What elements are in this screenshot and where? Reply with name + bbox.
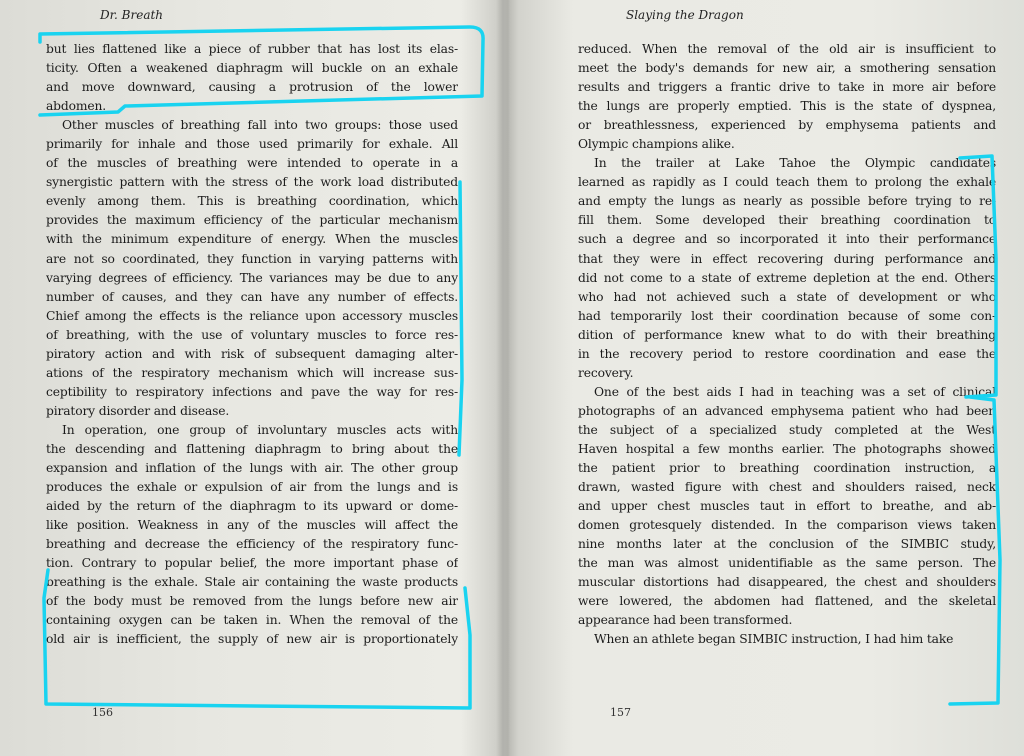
right-text-line: that they were in effect recovering during performance and [578, 251, 996, 266]
left-text-line: of the muscles of breathing were intended to operate in a [46, 156, 458, 171]
left-body-text [46, 40, 458, 650]
left-text-line: breathing is the exhale. Stale air containing the waste products [46, 575, 458, 590]
left-text-line: of the body must be removed from the lungs before new air [46, 594, 458, 609]
right-text-line: and upper chest muscles taut in effort to breathe, and ab- [578, 499, 996, 514]
right-text-line: fill them. Some developed their breathing coordination to [578, 213, 996, 228]
left-text-line: produces the exhale or expulsion of air from the lungs and is [46, 480, 458, 495]
left-text-line: are not so coordinated, they function in varying patterns with [46, 251, 458, 266]
left-text-line: but lies flattened like a piece of rubber that has lost its elas- [46, 42, 458, 56]
left-text-line: expansion and inflation of the lungs with air. The other group [46, 461, 458, 476]
right-text-line: did not come to a state of extreme depletion at the end. Others [578, 270, 996, 285]
right-text-line: appearance had been transformed. [578, 613, 793, 628]
left-text-line: Chief among the effects is the reliance upon accessory muscles [46, 308, 458, 323]
left-text-line: In operation, one group of involuntary muscles acts with [62, 422, 458, 437]
right-text-line: One of the best aids I had in teaching was a set of clinical [594, 384, 996, 399]
right-running-header: Slaying the Dragon [626, 8, 744, 22]
left-text-line: aided by the return of the diaphragm to its upward or dome- [46, 499, 458, 514]
left-page-number: 156 [92, 706, 113, 719]
right-text-line: the patient prior to breathing coordination instruction, a [578, 461, 996, 476]
left-running-header: Dr. Breath [100, 8, 164, 22]
right-text-line: or breathlessness, experienced by emphysema patients and [578, 118, 996, 133]
left-text-line: primarily for inhale and those used primarily for exhale. All [46, 137, 458, 152]
right-text-line: muscular distortions had disappeared, the chest and shoulders [578, 575, 996, 590]
right-text-line: the subject of a specialized study completed at the West [578, 422, 996, 437]
left-text-line: and move downward, causing a protrusion of the lower [46, 80, 458, 95]
left-text-line: breathing and decrease the efficiency of the respiratory func- [46, 537, 458, 552]
left-text-line: with the minimum expenditure of energy. When the muscles [46, 232, 458, 247]
right-body-text [578, 40, 996, 650]
right-text-line: domen grotesquely distended. In the comparison views taken [578, 518, 996, 533]
right-text-line: learned as rapidly as I could teach them to prolong the exhale [578, 175, 996, 190]
right-text-line: nine months later at the conclusion of the SIMBIC study, [578, 537, 996, 552]
right-text-line: such a degree and so incorporated it into their performance [578, 232, 996, 247]
right-text-line: results and triggers a frantic drive to take in more air before [578, 80, 996, 95]
left-page [0, 0, 500, 756]
right-text-line: the man was almost unidentifiable as the same person. The [578, 556, 996, 571]
left-text-line: the descending and flattening diaphragm to bring about the [46, 441, 458, 456]
right-text-line: Haven hospital a few months earlier. The photographs showed [578, 441, 996, 456]
right-text-line: in the recovery period to restore coordination and ease the [578, 346, 996, 361]
left-text-line: old air is inefficient, the supply of new air is proportionately [46, 632, 458, 647]
right-text-line: who had not achieved such a state of development or who [578, 289, 996, 304]
left-text-line: abdomen. [46, 99, 107, 114]
left-text-line: ticity. Often a weakened diaphragm will buckle on an exhale [46, 61, 458, 76]
left-text-line: number of causes, and they can have any number of effects. [46, 289, 458, 304]
left-text-line: tion. Contrary to popular belief, the more important phase of [46, 556, 458, 571]
left-text-line: Other muscles of breathing fall into two groups: those used [62, 118, 458, 133]
right-text-line: dition of performance knew what to do with their breathing [578, 327, 996, 342]
left-text-line: synergistic pattern with the stress of the work load distributed [46, 175, 458, 190]
left-text-line: provides the maximum efficiency of the particular mechanism [46, 213, 458, 228]
right-page-number: 157 [610, 706, 631, 719]
right-text-line: had temporarily lost their coordination because of some con- [578, 308, 996, 323]
right-text-line: the lungs are properly emptied. This is the state of dyspnea, [578, 99, 996, 114]
right-text-line: recovery. [578, 365, 634, 380]
left-text-line: evenly among them. This is breathing coordination, which [46, 194, 458, 209]
left-text-line: of breathing, with the use of voluntary muscles to force res- [46, 327, 458, 342]
right-text-line: and empty the lungs as nearly as possible before trying to re- [578, 194, 996, 209]
left-text-line: containing oxygen can be taken in. When the removal of the [46, 613, 458, 628]
left-text-line: varying degrees of efficiency. The variances may be due to any [46, 270, 458, 285]
right-text-line: When an athlete began SIMBIC instruction, I had him take [594, 632, 954, 647]
left-text-line: piratory disorder and disease. [46, 403, 230, 418]
right-page [512, 0, 1024, 756]
left-text-line: ceptibility to respiratory infections and pave the way for res- [46, 384, 458, 399]
right-text-line: were lowered, the abdomen had flattened, and the skeletal [578, 594, 996, 609]
right-text-line: drawn, wasted figure with chest and shoulders raised, neck [578, 480, 996, 495]
left-text-line: piratory action and with risk of subsequent damaging alter- [46, 346, 458, 361]
right-text-line: Olympic champions alike. [578, 137, 735, 152]
right-text-line: meet the body's demands for new air, a smothering sensation [578, 61, 996, 76]
right-text-line: In the trailer at Lake Tahoe the Olympic candidates [594, 156, 996, 171]
left-text-line: ations of the respiratory mechanism which will increase sus- [46, 365, 458, 380]
right-text-line: photographs of an advanced emphysema patient who had been [578, 403, 996, 418]
right-text-line: reduced. When the removal of the old air is insufficient to [578, 42, 996, 56]
left-text-line: like position. Weakness in any of the muscles will affect the [46, 518, 458, 533]
